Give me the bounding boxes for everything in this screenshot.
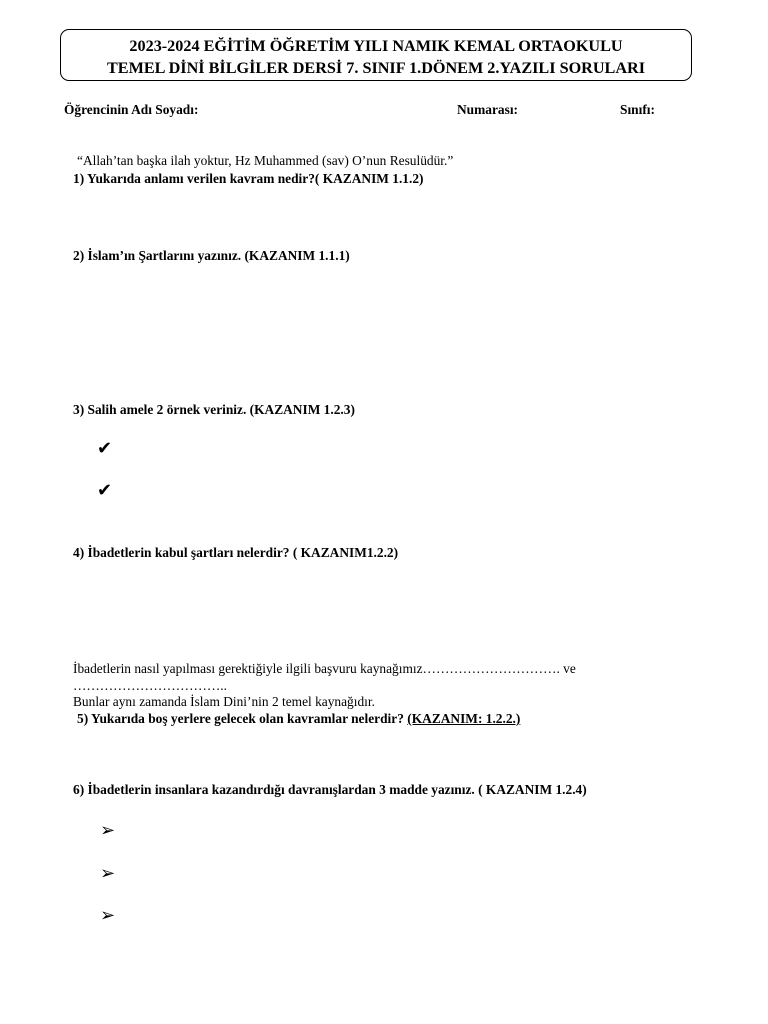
student-name-label: Öğrencinin Adı Soyadı: bbox=[64, 102, 199, 117]
question-5 bbox=[77, 711, 520, 727]
header-line-2: TEMEL DİNİ BİLGİLER DERSİ 7. SINIF 1.DÖNEM 2.YAZILI SORULARI bbox=[106, 59, 646, 77]
exam-header bbox=[60, 29, 692, 81]
question-4: 4) İbadetlerin kabul şartları nelerdir? ( KAZANIM1.2.2) bbox=[73, 545, 399, 560]
question-3: 3) Salih amele 2 örnek veriniz. (KAZANIM 1.2.3) bbox=[73, 402, 355, 417]
fill-blank-line-3: Bunlar aynı zamanda İslam Dini’nin 2 temel kaynağıdır. bbox=[73, 694, 375, 709]
arrow-bullet-icon: ➢ bbox=[100, 863, 116, 884]
question-6: 6) İbadetlerin insanlara kazandırdığı davranışlardan 3 madde yazınız. ( KAZANIM 1.2.4) bbox=[73, 782, 587, 797]
student-class-label: Sınıfı: bbox=[620, 102, 655, 117]
question-5-text: 5) Yukarıda boş yerlere gelecek olan kavramlar nelerdir? bbox=[77, 711, 408, 726]
header-line-1: 2023-2024 EĞİTİM ÖĞRETİM YILI NAMIK KEMAL ORTAOKULU bbox=[129, 37, 623, 55]
arrow-bullet-icon: ➢ bbox=[100, 905, 116, 926]
student-number-label: Numarası: bbox=[457, 102, 518, 117]
question-2: 2) İslam’ın Şartlarını yazınız. (KAZANIM 1.1.1) bbox=[73, 248, 350, 263]
question-5-kazanim: (KAZANIM: 1.2.2.) bbox=[407, 711, 521, 726]
fill-blank-line-1: İbadetlerin nasıl yapılması gerektiğiyle ilgili başvuru kaynağımız…………………………. ve bbox=[73, 661, 576, 676]
fill-blank-line-2: …………………………….. bbox=[73, 678, 227, 693]
arrow-bullet-icon: ➢ bbox=[100, 820, 116, 841]
question-1: 1) Yukarıda anlamı verilen kavram nedir?( KAZANIM 1.1.2) bbox=[73, 171, 424, 186]
check-mark-icon: ✔ bbox=[97, 480, 113, 501]
check-mark-icon: ✔ bbox=[97, 438, 113, 459]
quote-text: “Allah’tan başka ilah yoktur, Hz Muhammed (sav) O’nun Resulüdür.” bbox=[77, 153, 454, 168]
